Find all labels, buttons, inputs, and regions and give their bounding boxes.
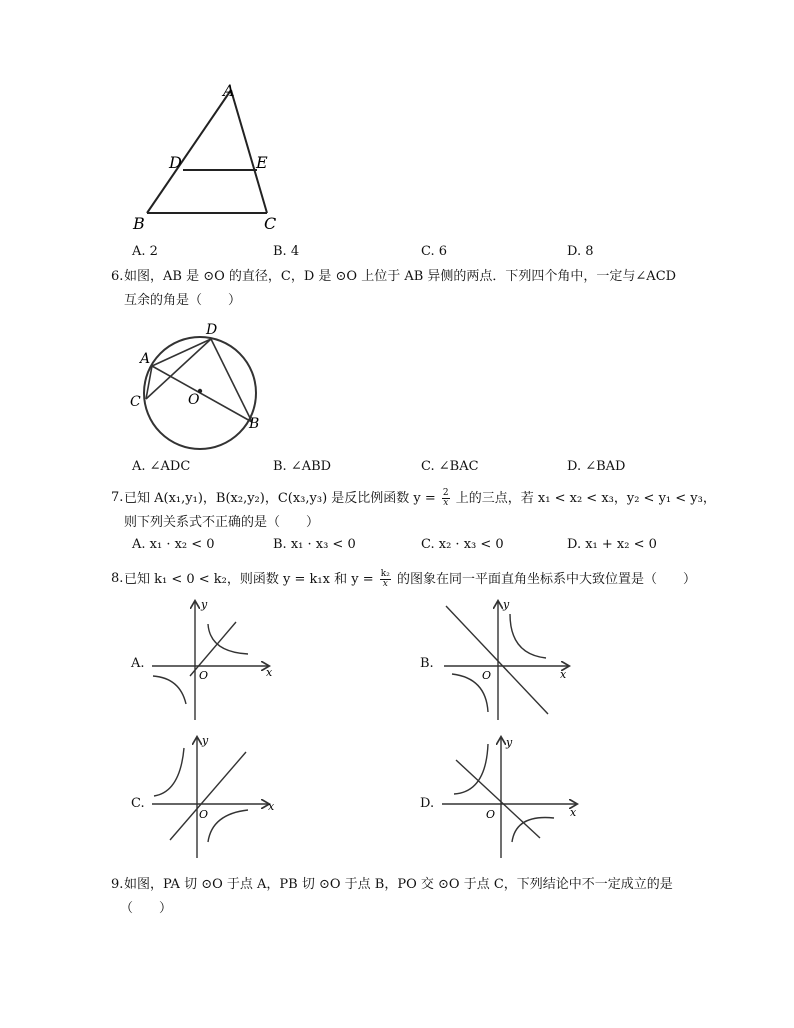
axis-label-x: x <box>570 806 577 819</box>
point-label-d: D <box>206 322 218 338</box>
q5-option-b: B. 4 <box>273 244 300 259</box>
axis-label-y: y <box>201 598 208 611</box>
q7-option-c: C. x₂ · x₃ < 0 <box>421 537 504 552</box>
q7-option-d: D. x₁ + x₂ < 0 <box>567 537 657 552</box>
q6-option-a: A. ∠ADC <box>132 459 191 474</box>
axis-label-x: x <box>266 666 273 679</box>
triangle-figure <box>125 78 295 238</box>
origin-label: O <box>482 669 492 682</box>
point-label-a: A <box>223 81 235 100</box>
axis-label-y: y <box>506 736 513 749</box>
point-label-d: D <box>169 153 182 172</box>
q8-text-part-a: 已知 k₁ < 0 < k₂，则函数 y = k₁x 和 y = <box>124 572 374 587</box>
q5-option-a: A. 2 <box>132 244 158 259</box>
q7-text-part-a: 已知 A(x₁,y₁)，B(x₂,y₂)，C(x₃,y₃) 是反比例函数 y = <box>124 491 436 506</box>
point-label-e: E <box>256 153 268 172</box>
q9-text-line2: （ ） <box>120 901 173 916</box>
q8-option-d-label: D. <box>420 796 435 811</box>
circle-figure <box>125 318 270 458</box>
q6-text-line2: 互余的角是（ ） <box>124 293 242 308</box>
point-label-c: C <box>130 394 141 410</box>
q8-fraction-den: x <box>382 579 388 589</box>
q8-text-part-b: 的图象在同一平面直角坐标系中大致位置是（ ） <box>396 572 696 587</box>
q7-fraction <box>442 489 450 508</box>
axis-label-x: x <box>268 800 275 813</box>
axis-label-y: y <box>202 734 209 747</box>
q7-text-part-b: 上的三点，若 x₁ < x₂ < x₃，y₂ < y₁ < y₃， <box>455 491 716 506</box>
origin-label: O <box>199 808 209 821</box>
q8-option-a-label: A. <box>131 656 145 671</box>
q7-fraction-den: x <box>443 498 449 508</box>
q6-option-d: D. ∠BAD <box>567 459 626 474</box>
q9-number: 9. <box>111 877 124 892</box>
graph-option-a <box>150 596 280 724</box>
origin-label: O <box>199 669 209 682</box>
axis-label-y: y <box>503 598 510 611</box>
q5-option-d: D. 8 <box>567 244 594 259</box>
q8-option-b-label: B. <box>420 656 434 671</box>
point-label-a: A <box>140 351 151 367</box>
q8-fraction <box>380 570 391 589</box>
q8-fraction-num: k₂ <box>380 569 390 579</box>
axis-label-x: x <box>560 668 567 681</box>
q6-option-c: C. ∠BAC <box>421 459 479 474</box>
graph-option-d <box>436 734 582 862</box>
point-label-b: B <box>249 416 260 432</box>
q9-text-line1: 如图，PA 切 ⊙O 于点 A，PB 切 ⊙O 于点 B，PO 交 ⊙O 于点 C，下列结论中不一定成立的是 <box>124 877 673 892</box>
q8-option-c-label: C. <box>131 796 145 811</box>
point-label-c: C <box>264 214 277 233</box>
q7-number: 7. <box>111 490 124 505</box>
q8-text <box>124 570 696 589</box>
q8-number: 8. <box>111 571 124 586</box>
point-label-o: O <box>188 392 200 408</box>
point-label-b: B <box>133 214 145 233</box>
q6-text-line1: 如图，AB 是 ⊙O 的直径，C，D 是 ⊙O 上位于 AB 异侧的两点．下列四个角中，一定与∠ACD <box>124 269 677 284</box>
graph-option-b <box>436 596 576 724</box>
q7-option-b: B. x₁ · x₃ < 0 <box>273 537 356 552</box>
q6-option-b: B. ∠ABD <box>273 459 332 474</box>
graph-option-c <box>150 734 280 862</box>
q7-text-line1 <box>124 489 716 508</box>
q5-option-c: C. 6 <box>421 244 448 259</box>
origin-label: O <box>486 808 496 821</box>
q6-number: 6. <box>111 269 124 284</box>
q7-option-a: A. x₁ · x₂ < 0 <box>132 537 215 552</box>
q7-fraction-num: 2 <box>442 488 449 498</box>
q7-text-line2: 则下列关系式不正确的是（ ） <box>124 515 320 530</box>
